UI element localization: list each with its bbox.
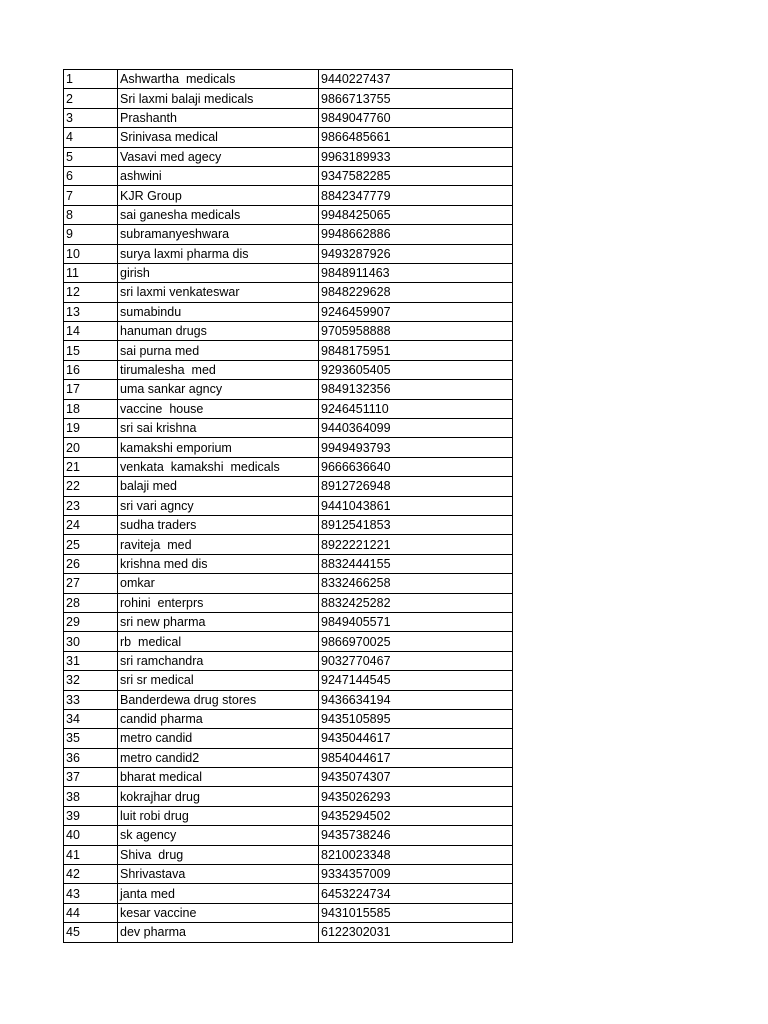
table-row — [64, 923, 513, 942]
store-name-cell: kesar vaccine — [118, 903, 319, 922]
phone-number-cell: 9435738246 — [319, 826, 513, 845]
store-name-cell: rohini enterprs — [118, 593, 319, 612]
table-row — [64, 729, 513, 748]
phone-number-cell: 9849405571 — [319, 612, 513, 631]
phone-number-cell: 9032770467 — [319, 651, 513, 670]
phone-number-cell: 9435105895 — [319, 709, 513, 728]
store-name-cell: KJR Group — [118, 186, 319, 205]
row-number-cell: 9 — [64, 225, 118, 244]
store-name-cell: Prashanth — [118, 108, 319, 127]
phone-number-cell: 8912541853 — [319, 515, 513, 534]
phone-number-cell: 9440364099 — [319, 419, 513, 438]
phone-number-cell: 9435074307 — [319, 768, 513, 787]
store-name-cell: sri sai krishna — [118, 419, 319, 438]
phone-number-cell: 8922221221 — [319, 535, 513, 554]
phone-number-cell: 9848175951 — [319, 341, 513, 360]
store-name-cell: kamakshi emporium — [118, 438, 319, 457]
row-number-cell: 45 — [64, 923, 118, 942]
row-number-cell: 42 — [64, 865, 118, 884]
row-number-cell: 17 — [64, 380, 118, 399]
row-number-cell: 5 — [64, 147, 118, 166]
table-row — [64, 554, 513, 573]
table-row — [64, 884, 513, 903]
table-row — [64, 651, 513, 670]
row-number-cell: 19 — [64, 419, 118, 438]
table-row — [64, 128, 513, 147]
row-number-cell: 22 — [64, 477, 118, 496]
table-row — [64, 438, 513, 457]
table-row — [64, 263, 513, 282]
table-row — [64, 787, 513, 806]
phone-number-cell: 9963189933 — [319, 147, 513, 166]
phone-number-cell: 9435044617 — [319, 729, 513, 748]
table-row — [64, 166, 513, 185]
phone-number-cell: 8842347779 — [319, 186, 513, 205]
table-row — [64, 147, 513, 166]
row-number-cell: 32 — [64, 671, 118, 690]
row-number-cell: 36 — [64, 748, 118, 767]
row-number-cell: 16 — [64, 360, 118, 379]
row-number-cell: 35 — [64, 729, 118, 748]
store-name-cell: luit robi drug — [118, 806, 319, 825]
phone-number-cell: 9334357009 — [319, 865, 513, 884]
row-number-cell: 43 — [64, 884, 118, 903]
row-number-cell: 37 — [64, 768, 118, 787]
row-number-cell: 13 — [64, 302, 118, 321]
store-name-cell: uma sankar agncy — [118, 380, 319, 399]
phone-number-cell: 8210023348 — [319, 845, 513, 864]
store-name-cell: Shrivastava — [118, 865, 319, 884]
row-number-cell: 14 — [64, 322, 118, 341]
store-name-cell: Srinivasa medical — [118, 128, 319, 147]
store-name-cell: hanuman drugs — [118, 322, 319, 341]
table-row — [64, 360, 513, 379]
table-row — [64, 186, 513, 205]
table-row — [64, 535, 513, 554]
phone-number-cell: 9436634194 — [319, 690, 513, 709]
phone-number-cell: 9441043861 — [319, 496, 513, 515]
row-number-cell: 23 — [64, 496, 118, 515]
phone-number-cell: 6453224734 — [319, 884, 513, 903]
phone-number-cell: 9247144545 — [319, 671, 513, 690]
row-number-cell: 39 — [64, 806, 118, 825]
row-number-cell: 8 — [64, 205, 118, 224]
phone-number-cell: 9246459907 — [319, 302, 513, 321]
table-row — [64, 845, 513, 864]
table-row — [64, 709, 513, 728]
phone-number-cell: 9435294502 — [319, 806, 513, 825]
row-number-cell: 31 — [64, 651, 118, 670]
table-row — [64, 865, 513, 884]
store-name-cell: balaji med — [118, 477, 319, 496]
store-name-cell: krishna med dis — [118, 554, 319, 573]
row-number-cell: 21 — [64, 457, 118, 476]
table-row — [64, 302, 513, 321]
phone-number-cell: 8332466258 — [319, 574, 513, 593]
store-name-cell: sri new pharma — [118, 612, 319, 631]
row-number-cell: 10 — [64, 244, 118, 263]
table-row — [64, 496, 513, 515]
row-number-cell: 15 — [64, 341, 118, 360]
phone-number-cell: 9949493793 — [319, 438, 513, 457]
table-row — [64, 341, 513, 360]
row-number-cell: 26 — [64, 554, 118, 573]
store-name-cell: rb medical — [118, 632, 319, 651]
phone-number-cell: 8832425282 — [319, 593, 513, 612]
phone-number-cell: 9866970025 — [319, 632, 513, 651]
phone-number-cell: 9848911463 — [319, 263, 513, 282]
store-name-cell: bharat medical — [118, 768, 319, 787]
store-name-cell: Ashwartha medicals — [118, 70, 319, 89]
row-number-cell: 20 — [64, 438, 118, 457]
phone-number-cell: 9849047760 — [319, 108, 513, 127]
row-number-cell: 30 — [64, 632, 118, 651]
store-name-cell: Vasavi med agecy — [118, 147, 319, 166]
phone-number-cell: 9347582285 — [319, 166, 513, 185]
store-name-cell: kokrajhar drug — [118, 787, 319, 806]
store-name-cell: sri sr medical — [118, 671, 319, 690]
phone-number-cell: 9293605405 — [319, 360, 513, 379]
table-row — [64, 89, 513, 108]
store-name-cell: omkar — [118, 574, 319, 593]
store-name-cell: raviteja med — [118, 535, 319, 554]
table-row — [64, 826, 513, 845]
table-row — [64, 205, 513, 224]
phone-number-cell: 9431015585 — [319, 903, 513, 922]
row-number-cell: 33 — [64, 690, 118, 709]
store-name-cell: sri vari agncy — [118, 496, 319, 515]
store-name-cell: tirumalesha med — [118, 360, 319, 379]
table-row — [64, 283, 513, 302]
table-row — [64, 671, 513, 690]
table-row — [64, 903, 513, 922]
row-number-cell: 38 — [64, 787, 118, 806]
store-name-cell: sk agency — [118, 826, 319, 845]
phone-number-cell: 9246451110 — [319, 399, 513, 418]
phone-number-cell: 8912726948 — [319, 477, 513, 496]
phone-number-cell: 9866713755 — [319, 89, 513, 108]
row-number-cell: 7 — [64, 186, 118, 205]
store-name-cell: surya laxmi pharma dis — [118, 244, 319, 263]
table-row — [64, 612, 513, 631]
store-name-cell: sri ramchandra — [118, 651, 319, 670]
table-row — [64, 244, 513, 263]
contacts-table — [63, 69, 513, 943]
store-name-cell: metro candid2 — [118, 748, 319, 767]
store-name-cell: sri laxmi venkateswar — [118, 283, 319, 302]
row-number-cell: 11 — [64, 263, 118, 282]
table-row — [64, 477, 513, 496]
phone-number-cell: 9493287926 — [319, 244, 513, 263]
row-number-cell: 29 — [64, 612, 118, 631]
store-name-cell: Shiva drug — [118, 845, 319, 864]
row-number-cell: 34 — [64, 709, 118, 728]
phone-number-cell: 9435026293 — [319, 787, 513, 806]
row-number-cell: 4 — [64, 128, 118, 147]
table-row — [64, 399, 513, 418]
store-name-cell: sudha traders — [118, 515, 319, 534]
row-number-cell: 6 — [64, 166, 118, 185]
table-row — [64, 593, 513, 612]
table-row — [64, 768, 513, 787]
phone-number-cell: 9854044617 — [319, 748, 513, 767]
row-number-cell: 18 — [64, 399, 118, 418]
row-number-cell: 28 — [64, 593, 118, 612]
table-row — [64, 515, 513, 534]
row-number-cell: 41 — [64, 845, 118, 864]
store-name-cell: Sri laxmi balaji medicals — [118, 89, 319, 108]
table-row — [64, 380, 513, 399]
phone-number-cell: 6122302031 — [319, 923, 513, 942]
store-name-cell: dev pharma — [118, 923, 319, 942]
table-row — [64, 806, 513, 825]
store-name-cell: ashwini — [118, 166, 319, 185]
row-number-cell: 24 — [64, 515, 118, 534]
table-row — [64, 70, 513, 89]
table-row — [64, 108, 513, 127]
table-row — [64, 457, 513, 476]
phone-number-cell: 9666636640 — [319, 457, 513, 476]
table-row — [64, 690, 513, 709]
store-name-cell: Banderdewa drug stores — [118, 690, 319, 709]
row-number-cell: 12 — [64, 283, 118, 302]
store-name-cell: candid pharma — [118, 709, 319, 728]
store-name-cell: metro candid — [118, 729, 319, 748]
table-row — [64, 748, 513, 767]
row-number-cell: 40 — [64, 826, 118, 845]
row-number-cell: 2 — [64, 89, 118, 108]
table-row — [64, 322, 513, 341]
phone-number-cell: 9848229628 — [319, 283, 513, 302]
store-name-cell: janta med — [118, 884, 319, 903]
phone-number-cell: 9948662886 — [319, 225, 513, 244]
phone-number-cell: 9948425065 — [319, 205, 513, 224]
store-name-cell: sai ganesha medicals — [118, 205, 319, 224]
row-number-cell: 25 — [64, 535, 118, 554]
table-row — [64, 574, 513, 593]
store-name-cell: sumabindu — [118, 302, 319, 321]
phone-number-cell: 8832444155 — [319, 554, 513, 573]
phone-number-cell: 9849132356 — [319, 380, 513, 399]
table-row — [64, 225, 513, 244]
store-name-cell: vaccine house — [118, 399, 319, 418]
row-number-cell: 1 — [64, 70, 118, 89]
row-number-cell: 44 — [64, 903, 118, 922]
row-number-cell: 3 — [64, 108, 118, 127]
phone-number-cell: 9866485661 — [319, 128, 513, 147]
row-number-cell: 27 — [64, 574, 118, 593]
store-name-cell: girish — [118, 263, 319, 282]
table-row — [64, 419, 513, 438]
phone-number-cell: 9705958888 — [319, 322, 513, 341]
store-name-cell: subramanyeshwara — [118, 225, 319, 244]
store-name-cell: venkata kamakshi medicals — [118, 457, 319, 476]
store-name-cell: sai purna med — [118, 341, 319, 360]
phone-number-cell: 9440227437 — [319, 70, 513, 89]
table-row — [64, 632, 513, 651]
contacts-table-body — [64, 70, 513, 943]
